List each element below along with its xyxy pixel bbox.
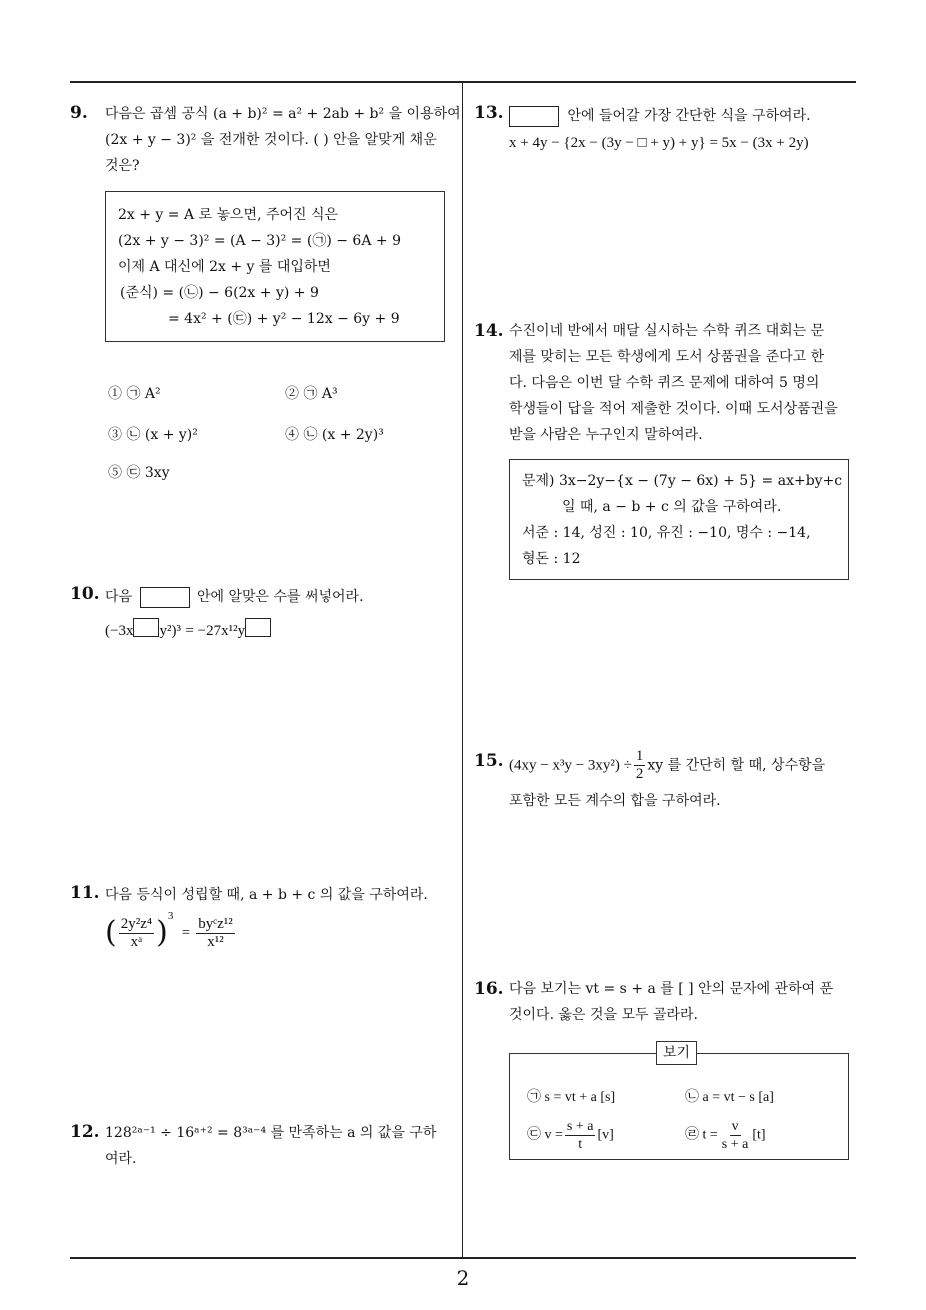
q11-equals: = — [181, 925, 191, 941]
q15-number: 15. — [474, 751, 504, 771]
q14-line4: 학생들이 답을 적어 제출한 것이다. 이때 도서상품권을 — [509, 401, 838, 417]
bottom-rule — [70, 1257, 856, 1259]
q16-number: 16. — [474, 979, 504, 999]
q9-choice-1[interactable]: ① ㉠ A² — [108, 386, 161, 402]
q10-text-pre: 다음 — [105, 589, 133, 605]
q11-rhs-den: x¹² — [207, 933, 224, 950]
q9-box-line1: 2x + y = A 로 놓으면, 주어진 식은 — [118, 207, 339, 223]
q16-item-4[interactable] — [685, 1118, 766, 1153]
q9-box-line4: (준식) = (㉡) − 6(2x + y) + 9 — [120, 285, 319, 301]
q12-line2: 여라. — [105, 1151, 137, 1167]
q16-item3-pre: ㉢ v = — [527, 1127, 563, 1143]
q13-stem — [509, 103, 811, 129]
q16-item3-fraction — [565, 1118, 596, 1153]
q11-lhs-fraction — [119, 916, 154, 951]
q10-blank-box — [140, 587, 190, 608]
q16-item4-fraction — [720, 1118, 751, 1153]
q11-lhs-num: 2y²z⁴ — [120, 915, 153, 932]
q14-line3: 다. 다음은 이번 달 수학 퀴즈 문제에 대하여 5 명의 — [509, 375, 820, 391]
q10-blank-exp-2[interactable] — [245, 618, 271, 637]
q15-line2: 포함한 모든 계수의 합을 구하여라. — [509, 793, 721, 809]
q10-number: 10. — [70, 584, 100, 604]
q14-stem — [509, 318, 859, 448]
q9-choice-5[interactable]: ⑤ ㉢ 3xy — [108, 465, 170, 481]
q9-choice-2[interactable]: ② ㉠ A³ — [285, 386, 338, 402]
q9-box-line5: = 4x² + (㉢) + y² − 12x − 6y + 9 — [168, 311, 400, 327]
q15-frac-den: 2 — [635, 766, 644, 782]
q12-line1: 128²ᵃ⁻¹ ÷ 16ᵃ⁺² = 8³ᵃ⁻⁴ 를 만족하는 a 의 값을 구하 — [105, 1125, 437, 1141]
q13-text: 안에 들어갈 가장 간단한 식을 구하여라. — [567, 108, 811, 124]
q16-item4-den: s + a — [721, 1137, 749, 1152]
q16-item4-num: v — [731, 1119, 739, 1134]
q11-paren-open: ( — [105, 915, 117, 950]
q13-blank-box[interactable] — [509, 106, 559, 127]
q14-number: 14. — [474, 321, 504, 341]
q14-box-line4: 형돈 : 12 — [522, 551, 581, 567]
q11-rhs-num: byᶜz¹² — [198, 915, 233, 932]
q14-box — [509, 459, 849, 580]
q16-item-2[interactable]: ㉡ a = vt − s [a] — [685, 1090, 774, 1105]
q16-item3-post: [v] — [597, 1127, 614, 1143]
q12-number: 12. — [70, 1122, 100, 1142]
page-number: 2 — [456, 1266, 470, 1290]
q14-line2: 제를 맞히는 모든 학생에게 도서 상품권을 준다고 한 — [509, 349, 825, 365]
q16-item3-den: t — [578, 1137, 583, 1152]
q15-line1 — [509, 748, 825, 783]
q10-eq-left: (−3x — [105, 623, 134, 639]
q11-rhs-fraction — [196, 916, 235, 951]
q9-choice-3[interactable]: ③ ㉡ (x + y)² — [108, 427, 198, 443]
q14-box-line1: 문제) 3x−2y−{x − (7y − 6x) + 5} = ax+by+c — [522, 473, 843, 489]
q14-box-line3: 서준 : 14, 성진 : 10, 유진 : −10, 명수 : −14, — [522, 525, 811, 541]
q14-line1: 수진이네 반에서 매달 실시하는 수학 퀴즈 대회는 문 — [509, 323, 825, 339]
q9-box — [105, 191, 445, 342]
q9-choice-4[interactable]: ④ ㉡ (x + 2y)³ — [285, 427, 384, 443]
q10-stem — [105, 584, 364, 610]
q10-blank-exp-1[interactable] — [133, 618, 159, 637]
q11-paren-close: ) — [156, 915, 168, 950]
q16-legend: 보기 — [656, 1041, 697, 1065]
q13-number: 13. — [474, 103, 504, 123]
q11-lhs-exp: 3 — [167, 910, 174, 922]
q10-eq-right: = −27x¹²y — [185, 623, 246, 639]
q16-stem — [509, 976, 833, 1028]
q11-lhs-den: xᵃ — [130, 933, 143, 950]
q13-equation: x + 4y − {2x − (3y − □ + y) + y} = 5x − (3x + 2y) — [509, 135, 809, 151]
q10-eq-mid: y²)³ — [159, 623, 181, 639]
q16-item-1[interactable]: ㉠ s = vt + a [s] — [527, 1090, 616, 1105]
q15-fraction — [634, 748, 646, 783]
q10-text-post: 안에 알맞은 수를 써넣어라. — [196, 589, 364, 605]
q15-expr-pre: (4xy − x³y − 3xy²) ÷ — [509, 757, 632, 774]
q16-item3-num: s + a — [566, 1119, 594, 1134]
q16-line2: 것이다. 옳은 것을 모두 골라라. — [509, 1007, 698, 1023]
q10-equation — [105, 618, 271, 644]
q16-item4-pre: ㉣ t = — [685, 1127, 718, 1143]
q9-stem — [105, 101, 460, 179]
q11-equation — [105, 910, 237, 951]
q11-stem: 다음 등식이 성립할 때, a + b + c 의 값을 구하여라. — [105, 887, 428, 903]
q9-line3: 것은? — [105, 158, 140, 174]
q15-expr-post: xy 를 간단히 할 때, 상수항을 — [647, 757, 826, 774]
q9-line2: (2x + y − 3)² 을 전개한 것이다. ( ) 안을 알맞게 채운 — [105, 132, 437, 148]
q15-frac-num: 1 — [635, 748, 644, 764]
q9-line1: 다음은 곱셈 공식 (a + b)² = a² + 2ab + b² 을 이용하여 — [105, 106, 461, 122]
q16-line1: 다음 보기는 vt = s + a 를 [ ] 안의 문자에 관하여 푼 — [509, 981, 834, 997]
q9-box-line2: (2x + y − 3)² = (A − 3)² = (㉠) − 6A + 9 — [118, 233, 401, 249]
q11-number: 11. — [70, 883, 100, 903]
q9-number: 9. — [70, 103, 88, 123]
q16-item4-post: [t] — [752, 1127, 766, 1143]
q9-box-line3: 이제 A 대신에 2x + y 를 대입하면 — [118, 259, 331, 275]
column-divider — [462, 82, 463, 1258]
q12-stem — [105, 1120, 436, 1172]
q16-item-3[interactable] — [527, 1118, 614, 1153]
q14-line5: 받을 사람은 누구인지 말하여라. — [509, 427, 703, 443]
q14-box-line2: 일 때, a − b + c 의 값을 구하여라. — [562, 499, 782, 515]
